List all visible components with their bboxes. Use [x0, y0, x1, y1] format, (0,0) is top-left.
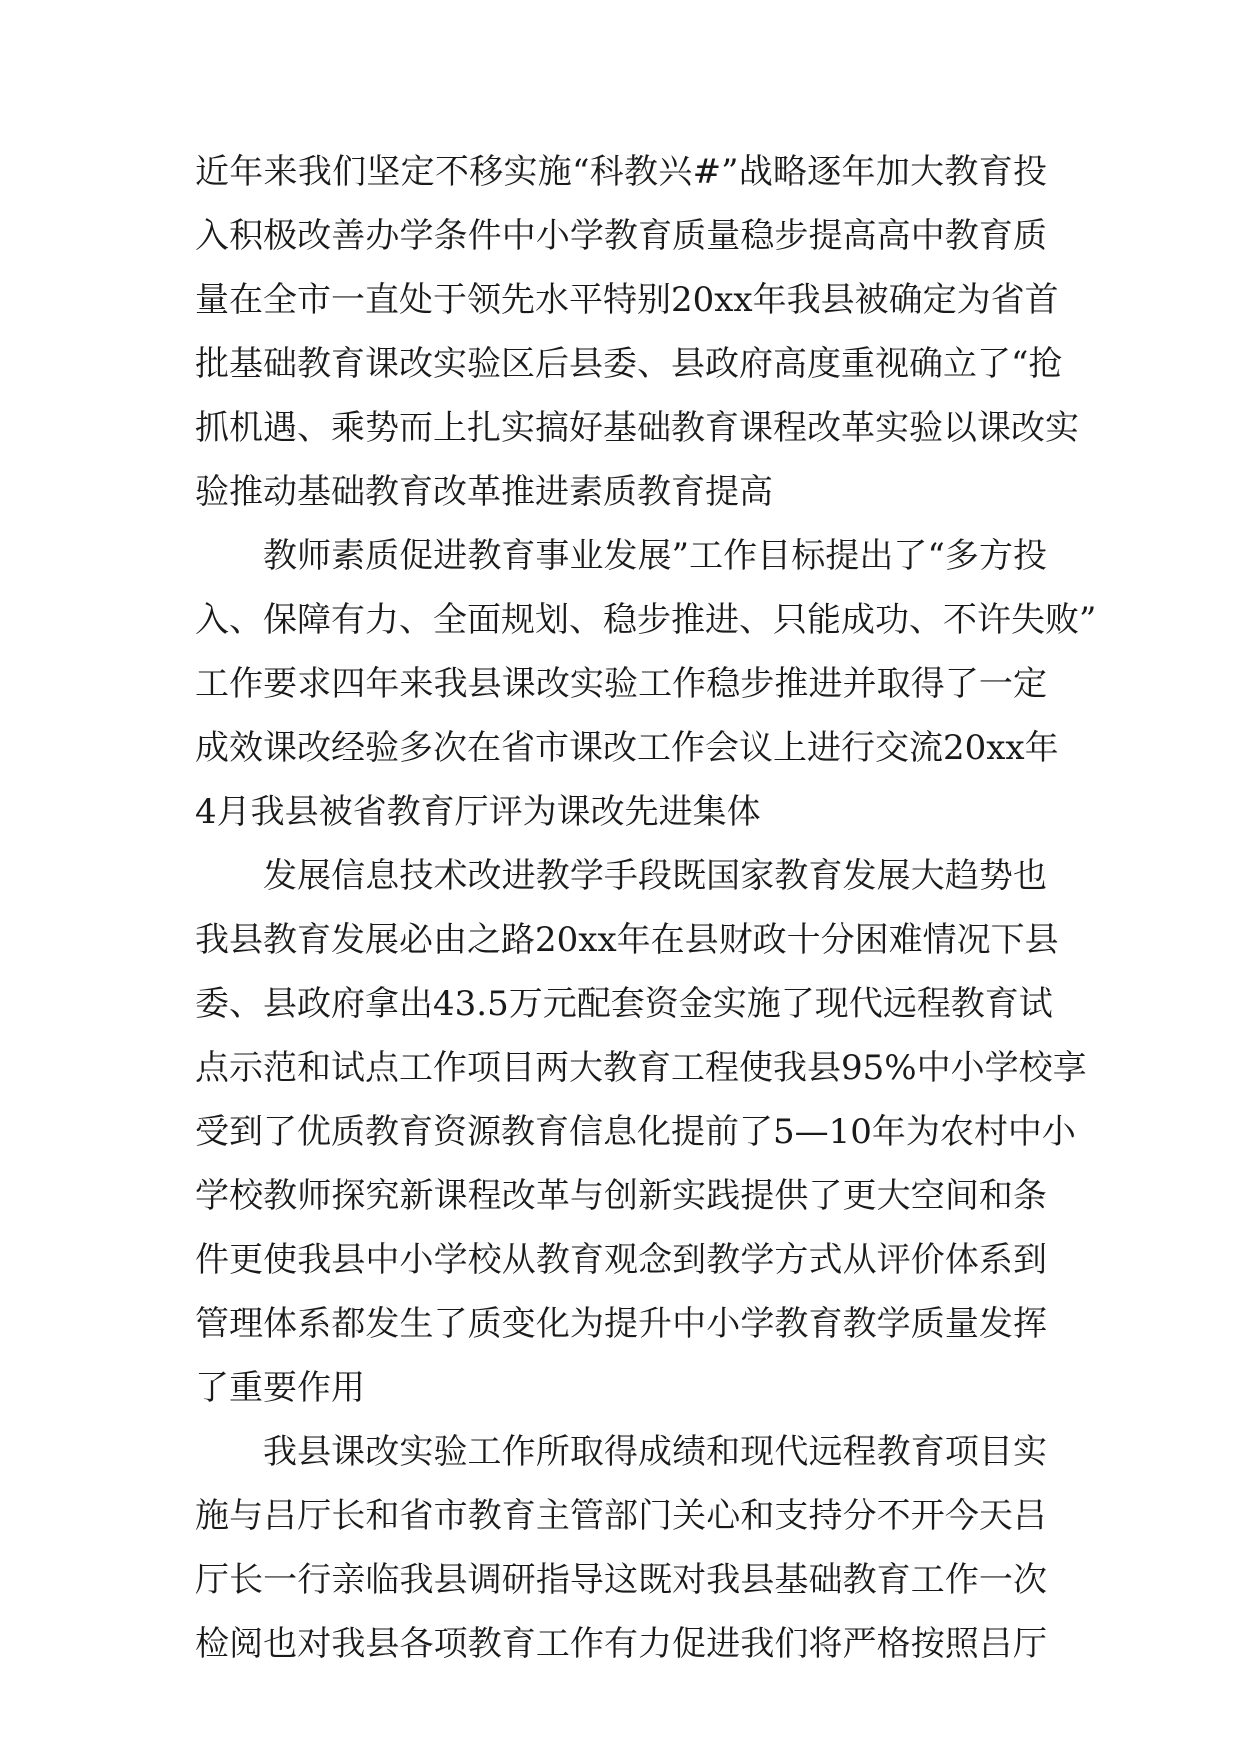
text-line: 件更使我县中小学校从教育观念到教学方式从评价体系到 [195, 1240, 1047, 1280]
text-line: 我县教育发展必由之路20xx年在县财政十分困难情况下县 [195, 920, 1059, 960]
text-line: 4月我县被省教育厅评为课改先进集体 [195, 792, 761, 832]
text-line: 受到了优质教育资源教育信息化提前了5—10年为农村中小 [195, 1112, 1076, 1152]
text-line: 点示范和试点工作项目两大教育工程使我县95%中小学校享 [195, 1048, 1087, 1088]
text-line: 委、县政府拿出43.5万元配套资金实施了现代远程教育试 [195, 984, 1053, 1024]
text-line: 验推动基础教育改革推进素质教育提高 [195, 472, 773, 512]
text-line: 施与吕厅长和省市教育主管部门关心和支持分不开今天吕 [195, 1496, 1047, 1536]
text-line: 了重要作用 [195, 1368, 365, 1408]
paragraph-3 [195, 844, 1087, 1420]
paragraph-4 [195, 1420, 1047, 1676]
text-line: 成效课改经验多次在省市课改工作会议上进行交流20xx年 [195, 728, 1059, 768]
text-line: 教师素质促进教育事业发展”工作目标提出了“多方投 [263, 536, 1047, 576]
text-line: 近年来我们坚定不移实施“科教兴#”战略逐年加大教育投 [195, 152, 1047, 192]
text-line: 检阅也对我县各项教育工作有力促进我们将严格按照吕厅 [195, 1624, 1047, 1664]
paragraph-2 [195, 524, 1097, 844]
text-line: 我县课改实验工作所取得成绩和现代远程教育项目实 [263, 1432, 1047, 1472]
text-line: 工作要求四年来我县课改实验工作稳步推进并取得了一定 [195, 664, 1047, 704]
text-line: 入、保障有力、全面规划、稳步推进、只能成功、不许失败” [195, 600, 1097, 640]
text-line: 学校教师探究新课程改革与创新实践提供了更大空间和条 [195, 1176, 1047, 1216]
text-line: 量在全市一直处于领先水平特别20xx年我县被确定为省首 [195, 280, 1059, 320]
paragraph-1 [195, 140, 1079, 524]
text-line: 入积极改善办学条件中小学教育质量稳步提高高中教育质 [195, 216, 1047, 256]
text-line: 抓机遇、乘势而上扎实搞好基础教育课程改革实验以课改实 [195, 408, 1079, 448]
text-line: 发展信息技术改进教学手段既国家教育发展大趋势也 [263, 856, 1047, 896]
text-line: 批基础教育课改实验区后县委、县政府高度重视确立了“抢 [195, 344, 1063, 384]
document-page [195, 140, 1097, 1676]
text-line: 管理体系都发生了质变化为提升中小学教育教学质量发挥 [195, 1304, 1047, 1344]
text-line: 厅长一行亲临我县调研指导这既对我县基础教育工作一次 [195, 1560, 1047, 1600]
